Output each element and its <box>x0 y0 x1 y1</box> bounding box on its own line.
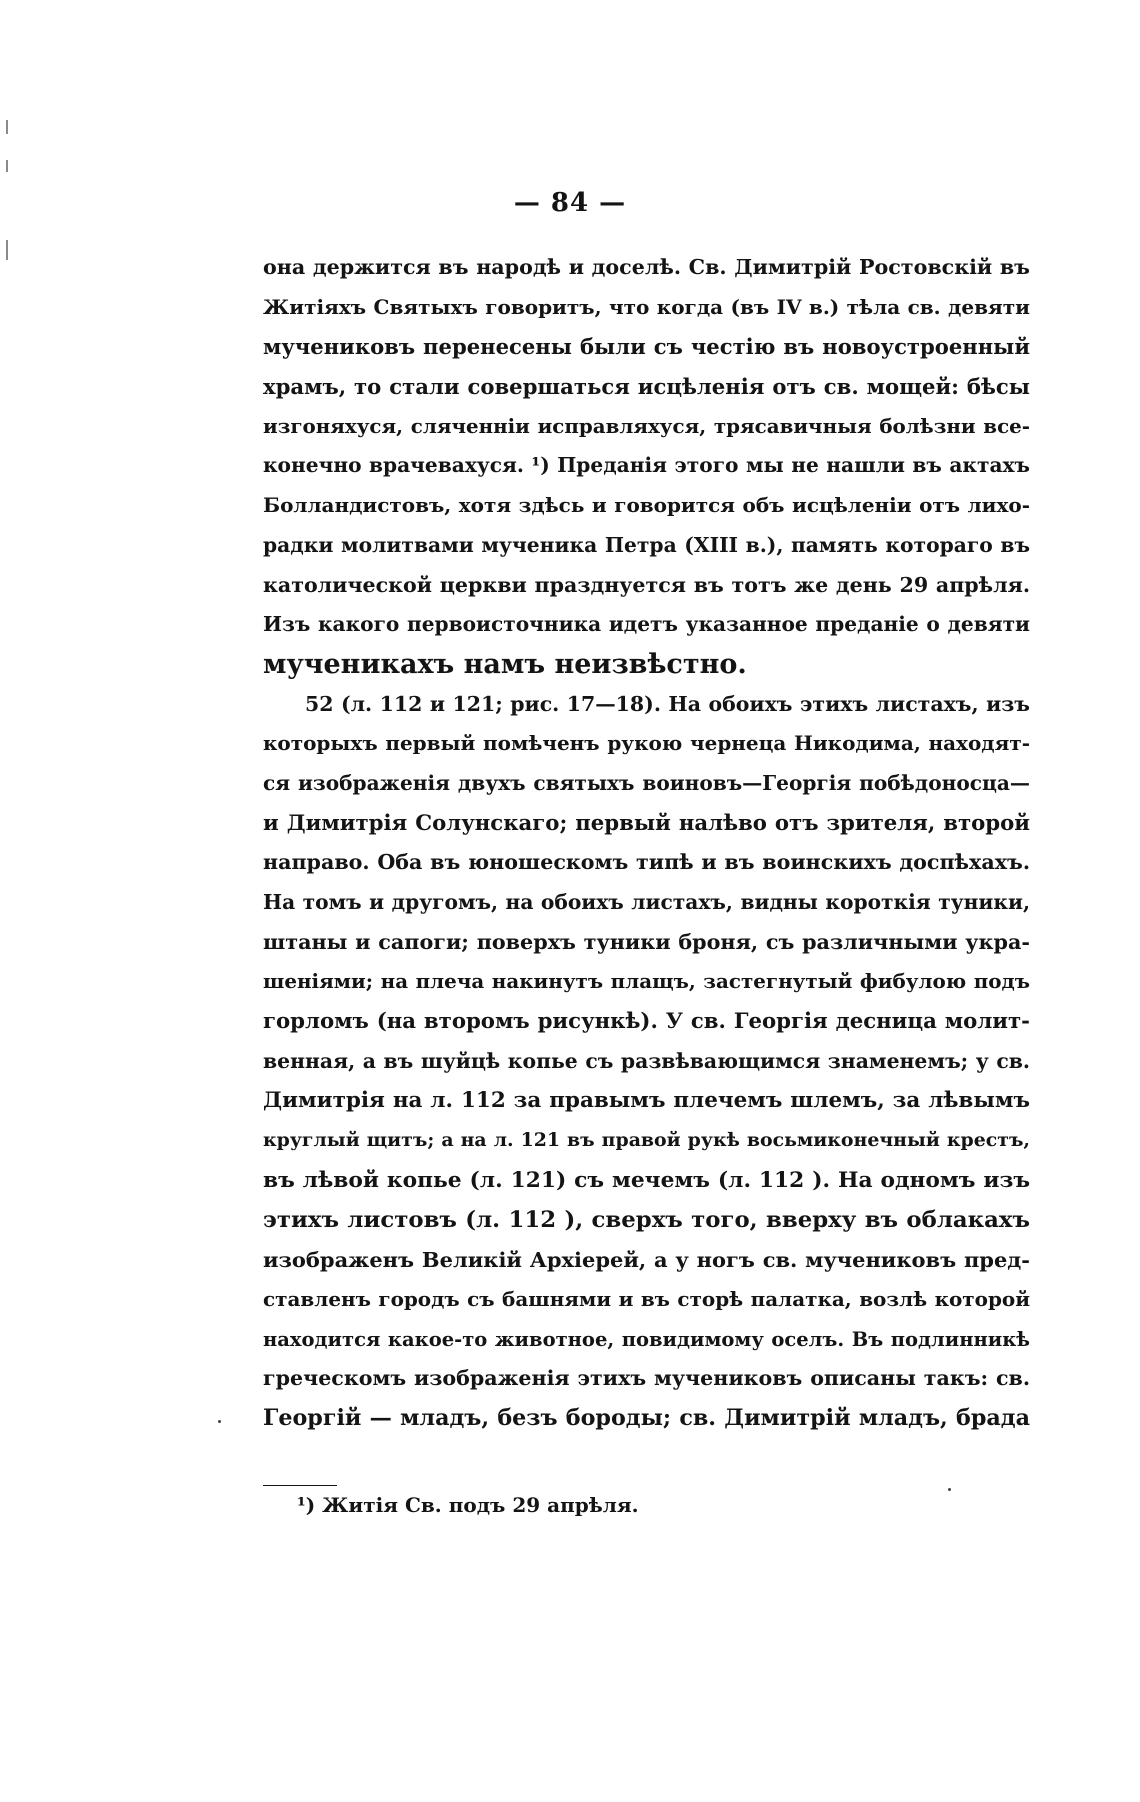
page-number: — 84 — <box>513 188 627 218</box>
text-line: Житіяхъ Святыхъ говоритъ, что когда (въ IV в.) тѣла св. девяти <box>263 294 1030 319</box>
text-line: Георгій — младъ, безъ бороды; св. Димитрій младъ, брада <box>263 1404 1030 1431</box>
text-line: католической церкви празднуется въ тотъ же день 29 апрѣля. <box>263 572 1030 597</box>
text-line: мучениковъ перенесены были съ честію въ новоустроенный <box>263 334 1030 360</box>
text-line: изображенъ Великій Архіерей, а у ногъ св. мучениковъ пред- <box>263 1247 1030 1273</box>
text-line: находится какое-то животное, повидимому оселъ. Въ подлинникѣ <box>263 1327 1030 1351</box>
text-line: этихъ листовъ (л. 112 ), сверхъ того, вверху въ облакахъ <box>263 1206 1030 1233</box>
text-line: конечно врачевахуся. ¹) Преданія этого мы не нашли въ актахъ <box>263 453 1030 478</box>
paragraph-2 <box>263 685 1030 1439</box>
text-line: греческомъ изображенія этихъ мучениковъ описаны такъ: св. <box>263 1366 1030 1391</box>
text-line: горломъ (на второмъ рисункѣ). У св. Георгія десница молит- <box>263 1009 1030 1035</box>
footnote: ¹) Житія Св. подъ 29 апрѣля. <box>297 1493 639 1517</box>
main-text <box>263 248 1030 1439</box>
text-line: она держится въ народѣ и доселѣ. Св. Димитрій Ростовскій въ <box>263 255 1030 279</box>
text-line: радки молитвами мученика Петра (XIII в.), память котораго въ <box>263 532 1030 557</box>
text-line: круглый щитъ; а на л. 121 въ правой рукѣ восьмиконечный крестъ, <box>263 1129 1030 1152</box>
text-line: и Димитрія Солунскаго; первый налѣво отъ зрителя, второй <box>263 810 1030 836</box>
text-line: На томъ и другомъ, на обоихъ листахъ, видны короткія туники, <box>263 890 1030 914</box>
text-line: направо. Оба въ юношескомъ типѣ и въ воинскихъ доспѣхахъ. <box>263 850 1030 875</box>
text-line: изгоняхуся, сляченніи исправляхуся, трясавичныя болѣзни все- <box>263 413 1030 438</box>
paragraph-1 <box>263 248 1030 685</box>
ink-speck <box>218 1420 221 1423</box>
text-line: Димитрія на л. 112 за правымъ плечемъ шлемъ, за лѣвымъ <box>263 1088 1030 1114</box>
text-line: храмъ, то стали совершаться исцѣленія отъ св. мощей: бѣсы <box>263 374 1030 400</box>
margin-mark <box>6 120 8 134</box>
text-line: мученикахъ намъ неизвѣстно. <box>263 648 747 680</box>
text-line: венная, а въ шуйцѣ копье съ развѣвающимся знаменемъ; у св. <box>263 1048 1030 1073</box>
ink-speck <box>948 1488 951 1491</box>
text-line: ставленъ городъ съ башнями и въ сторѣ палатка, возлѣ которой <box>263 1286 1030 1311</box>
text-line: 52 (л. 112 и 121; рис. 17—18). На обоихъ этихъ листахъ, изъ <box>305 691 1030 716</box>
footnote-rule <box>263 1485 337 1486</box>
text-line: которыхъ первый помѣченъ рукою чернеца Никодима, находят- <box>263 731 1030 756</box>
margin-mark <box>6 160 8 172</box>
text-line: въ лѣвой копье (л. 121) съ мечемъ (л. 112 ). На одномъ изъ <box>263 1167 1030 1193</box>
text-line: штаны и сапоги; поверхъ туники броня, съ различными укра- <box>263 929 1030 954</box>
margin-mark <box>6 240 8 260</box>
text-line: шеніями; на плеча накинутъ плащъ, застегнутый фибулою подъ <box>263 969 1030 994</box>
text-line: Изъ какого первоисточника идетъ указанное преданіе о девяти <box>263 612 1030 637</box>
text-line: Болландистовъ, хотя здѣсь и говорится объ исцѣленіи отъ лихо- <box>263 493 1030 518</box>
text-line: ся изображенія двухъ святыхъ воиновъ—Георгія побѣдоносца— <box>263 770 1030 795</box>
